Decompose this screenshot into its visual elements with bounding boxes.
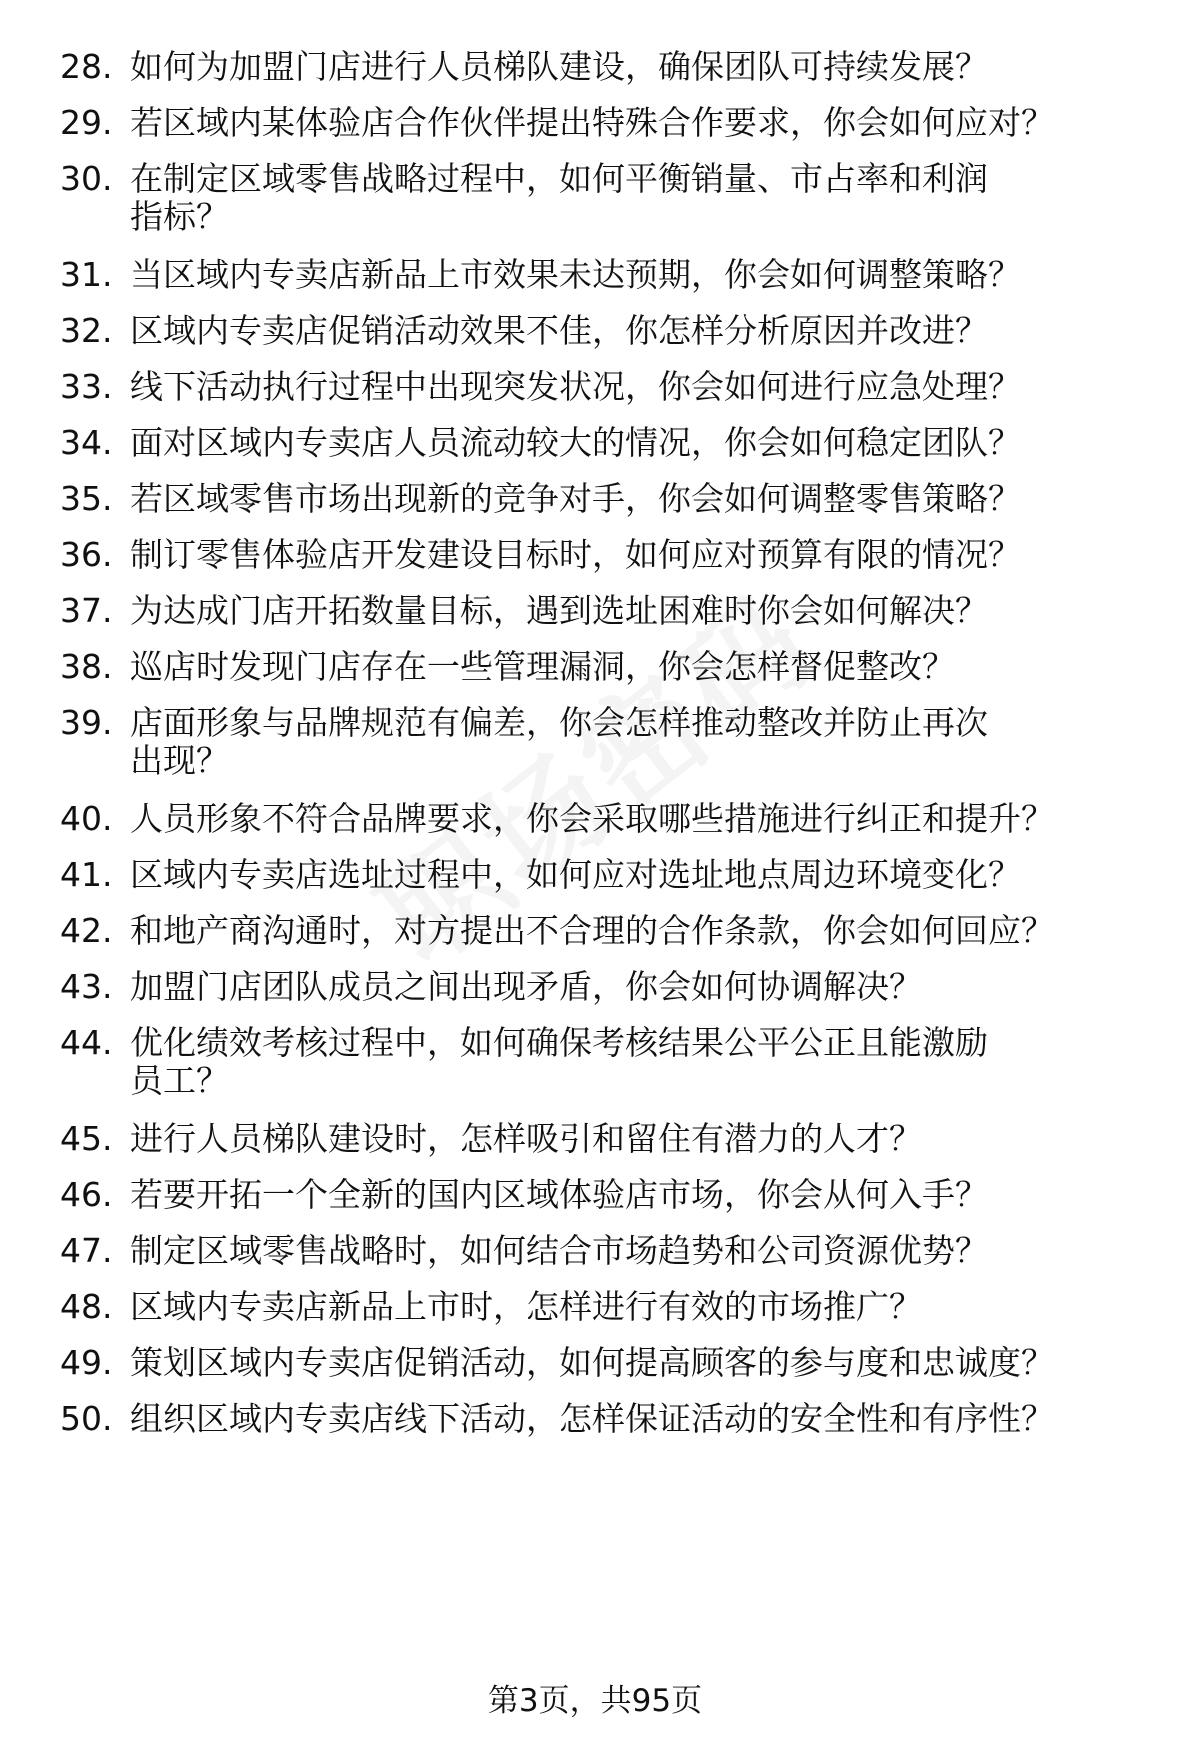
question-number: 33. [60,367,113,406]
question-text: 区域内专卖店新品上市时，怎样进行有效的市场推广？ [130,1287,922,1326]
page-number: 第3页，共95页 [487,1683,703,1719]
list-item [0,312,1190,350]
question-text: 面对区域内专卖店人员流动较大的情况，你会如何稳定团队？ [130,423,1021,462]
question-text: 线下活动执行过程中出现突发状况，你会如何进行应急处理？ [130,367,1021,406]
question-text: 制订零售体验店开发建设目标时，如何应对预算有限的情况？ [130,535,1021,574]
question-text: 若区域内某体验店合作伙伴提出特殊合作要求，你会如何应对？ [130,103,1054,142]
question-text: 优化绩效考核过程中，如何确保考核结果公平公正且能激励员工？ [130,1023,988,1100]
question-text: 进行人员梯队建设时，怎样吸引和留住有潜力的人才？ [130,1119,922,1158]
question-number: 38. [60,647,113,686]
list-item [0,368,1190,406]
list-item [0,160,1190,236]
list-item [0,1120,1190,1158]
question-text: 策划区域内专卖店促销活动，如何提高顾客的参与度和忠诚度？ [130,1343,1054,1382]
question-text: 区域内专卖店促销活动效果不佳，你怎样分析原因并改进？ [130,311,988,350]
question-text: 如何为加盟门店进行人员梯队建设，确保团队可持续发展？ [130,47,988,86]
list-item [0,1024,1190,1100]
question-number: 50. [60,1399,113,1438]
question-number: 36. [60,535,113,574]
question-number: 48. [60,1287,113,1326]
list-item [0,856,1190,894]
list-item [0,256,1190,294]
question-text: 组织区域内专卖店线下活动，怎样保证活动的安全性和有序性？ [130,1399,1054,1438]
list-item [0,912,1190,950]
question-number: 31. [60,255,113,294]
list-item [0,592,1190,630]
question-text: 若要开拓一个全新的国内区域体验店市场，你会从何入手？ [130,1175,988,1214]
question-number: 47. [60,1231,113,1270]
question-number: 35. [60,479,113,518]
question-number: 34. [60,423,113,462]
list-item [0,800,1190,838]
question-number: 41. [60,855,113,894]
question-text: 巡店时发现门店存在一些管理漏洞，你会怎样督促整改？ [130,647,955,686]
list-item [0,704,1190,780]
list-item [0,648,1190,686]
question-number: 42. [60,911,113,950]
list-item [0,968,1190,1006]
list-item [0,1176,1190,1214]
question-text: 为达成门店开拓数量目标，遇到选址困难时你会如何解决？ [130,591,988,630]
question-number: 40. [60,799,113,838]
list-item [0,536,1190,574]
question-text: 当区域内专卖店新品上市效果未达预期，你会如何调整策略？ [130,255,1021,294]
list-item [0,424,1190,462]
question-text: 在制定区域零售战略过程中，如何平衡销量、市占率和利润指标？ [130,159,988,236]
question-number: 29. [60,103,113,142]
question-text: 和地产商沟通时，对方提出不合理的合作条款，你会如何回应？ [130,911,1054,950]
question-number: 32. [60,311,113,350]
list-item [0,48,1190,86]
question-text: 制定区域零售战略时，如何结合市场趋势和公司资源优势？ [130,1231,988,1270]
question-number: 28. [60,47,113,86]
list-item [0,1400,1190,1438]
list-item [0,480,1190,518]
list-item [0,104,1190,142]
question-number: 44. [60,1023,113,1062]
list-item [0,1288,1190,1326]
question-text: 区域内专卖店选址过程中，如何应对选址地点周边环境变化？ [130,855,1021,894]
question-text: 人员形象不符合品牌要求，你会采取哪些措施进行纠正和提升？ [130,799,1054,838]
question-list [0,48,1190,1456]
question-text: 加盟门店团队成员之间出现矛盾，你会如何协调解决？ [130,967,922,1006]
question-text: 店面形象与品牌规范有偏差，你会怎样推动整改并防止再次出现？ [130,703,988,780]
question-number: 39. [60,703,113,742]
question-text: 若区域零售市场出现新的竞争对手，你会如何调整零售策略？ [130,479,1021,518]
question-number: 30. [60,159,113,198]
question-number: 37. [60,591,113,630]
list-item [0,1232,1190,1270]
question-number: 45. [60,1119,113,1158]
list-item [0,1344,1190,1382]
question-number: 49. [60,1343,113,1382]
question-number: 43. [60,967,113,1006]
question-number: 46. [60,1175,113,1214]
